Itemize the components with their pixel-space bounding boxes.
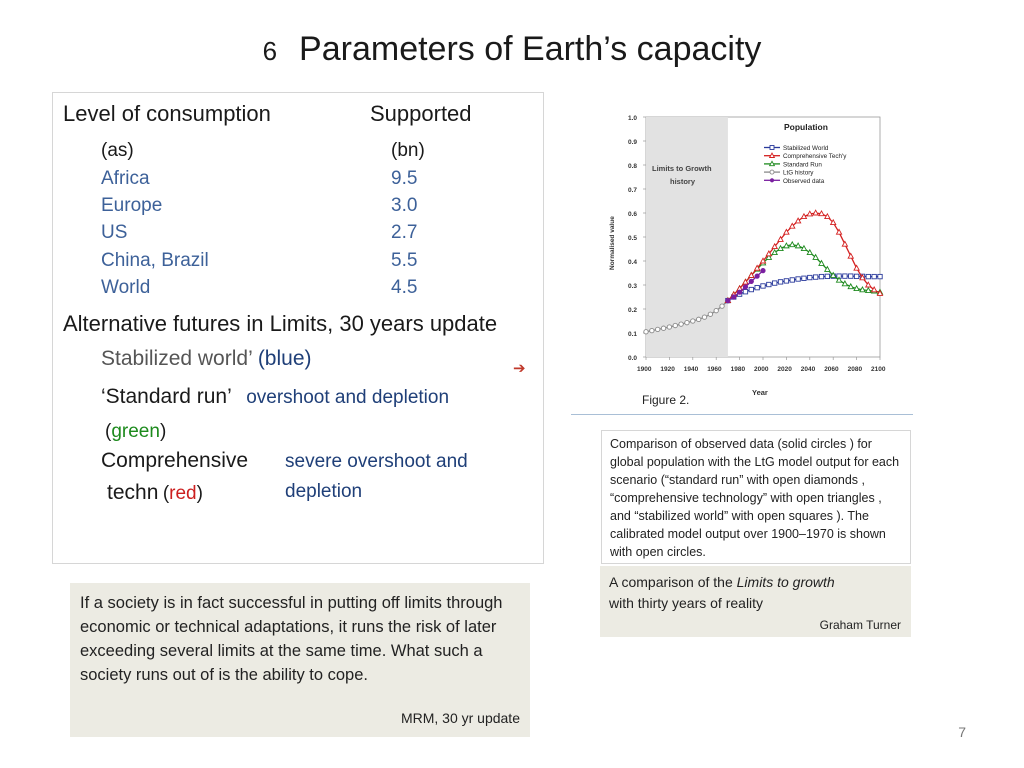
region-name: China, Brazil	[101, 250, 209, 271]
stabilized-label: Stabilized world’	[101, 347, 252, 370]
legend-marker	[770, 146, 774, 150]
slide-title	[0, 30, 1024, 69]
data-point	[790, 278, 794, 282]
arrow-right-icon: ➔	[513, 360, 526, 377]
standard-description: overshoot and depletion	[246, 387, 450, 408]
paren-open: (	[162, 483, 170, 504]
data-point	[872, 274, 876, 278]
legend-label: Standard Run	[783, 161, 822, 169]
stabilized-color-label: (blue)	[257, 347, 312, 370]
figure-label: Figure 2.	[642, 393, 690, 407]
consumption-text-box	[52, 92, 544, 564]
data-point	[644, 330, 648, 334]
y-tick-label: 0.0	[628, 355, 638, 362]
y-tick-label: 1.0	[628, 115, 638, 122]
data-point	[796, 277, 800, 281]
data-point	[866, 274, 870, 278]
data-point	[843, 274, 847, 278]
region-name: US	[101, 222, 128, 243]
legend-title: Population	[784, 122, 828, 132]
y-tick-label: 0.9	[628, 139, 638, 146]
history-band-label: history	[670, 177, 696, 186]
data-point	[778, 280, 782, 284]
col1-subheader: (as)	[101, 140, 134, 161]
data-point	[854, 274, 858, 278]
data-point	[743, 290, 747, 294]
comparison-suffix: with thirty years of reality	[609, 595, 764, 611]
data-point	[691, 319, 695, 323]
comprehensive-description-2: depletion	[285, 481, 363, 502]
region-value: 4.5	[391, 277, 418, 298]
data-point	[802, 276, 806, 280]
data-point	[708, 312, 712, 316]
col2-header: Supported	[370, 101, 472, 126]
y-tick-label: 0.3	[628, 283, 638, 290]
page-number: 7	[958, 724, 966, 740]
paren-close: )	[159, 421, 167, 442]
y-tick-label: 0.7	[628, 187, 638, 194]
comparison-title: Limits to growth	[736, 574, 835, 590]
data-point	[737, 290, 742, 295]
legend-label: Comprehensive Tech'y	[783, 153, 847, 161]
quote-box	[70, 583, 530, 737]
comparison-author: Graham Turner	[819, 618, 901, 632]
data-point	[656, 327, 660, 331]
data-point	[784, 279, 788, 283]
x-tick-label: 1920	[660, 366, 675, 373]
legend-marker	[770, 170, 774, 174]
data-point	[696, 317, 700, 321]
x-tick-label: 2040	[800, 366, 816, 373]
data-point	[878, 274, 882, 278]
data-point	[749, 279, 754, 284]
data-point	[673, 323, 677, 327]
y-tick-label: 0.1	[628, 331, 638, 338]
paren-close: )	[196, 483, 203, 504]
y-tick-label: 0.4	[628, 259, 638, 266]
techn-label: techn	[107, 481, 159, 504]
x-axis-label: Year	[752, 388, 768, 397]
y-axis-label: Normalised value	[609, 216, 616, 270]
data-point	[714, 308, 718, 312]
y-tick-label: 0.8	[628, 163, 638, 170]
y-tick-label: 0.2	[628, 307, 638, 314]
data-point	[667, 325, 671, 329]
x-tick-label: 2000	[754, 366, 769, 373]
data-point	[755, 285, 759, 289]
data-point	[767, 282, 771, 286]
data-point	[743, 285, 748, 290]
legend-label: Stabilized World	[783, 145, 829, 152]
comprehensive-description-1: severe overshoot and	[285, 451, 468, 472]
region-value: 3.0	[391, 195, 418, 216]
data-point	[749, 287, 753, 291]
figure-caption: Comparison of observed data (solid circles ) for global population with the LtG model output for each scenario (“standard run” with open diamonds , “comprehensive technology” with open triangles , and “stabilized world” with open squares ). The calibrated model output over 1900–1970 is shown with open circles.	[601, 430, 911, 564]
data-point	[761, 268, 766, 273]
region-name: Africa	[101, 168, 150, 189]
futures-heading: Alternative futures in Limits, 30 years update	[63, 311, 498, 336]
region-value: 5.5	[391, 250, 418, 271]
data-point	[679, 322, 683, 326]
slide-number-label: 6	[262, 36, 278, 66]
region-value: 9.5	[391, 168, 418, 189]
x-tick-label: 1900	[637, 366, 652, 373]
data-point	[825, 274, 829, 278]
x-tick-label: 1960	[707, 366, 722, 373]
population-figure	[598, 100, 890, 410]
data-point	[650, 328, 654, 332]
x-tick-label: 2060	[824, 366, 839, 373]
col1-header: Level of consumption	[63, 101, 271, 126]
quote-source: MRM, 30 yr update	[400, 710, 520, 726]
data-point	[819, 274, 823, 278]
comprehensive-label: Comprehensive	[101, 449, 249, 472]
comparison-box	[600, 566, 911, 637]
data-point	[813, 275, 817, 279]
legend-marker	[770, 178, 774, 182]
data-point	[755, 274, 760, 279]
paren-open: (	[105, 421, 112, 442]
x-tick-label: 2100	[871, 366, 886, 373]
green-color-word: green	[111, 421, 160, 442]
standard-line	[101, 385, 449, 409]
figure-divider	[571, 414, 913, 415]
techn-line	[107, 481, 203, 505]
data-point	[773, 281, 777, 285]
legend-label: Observed data	[783, 177, 825, 185]
region-name: World	[101, 277, 151, 298]
x-tick-label: 2020	[777, 366, 792, 373]
data-point	[726, 298, 731, 303]
green-label-line	[105, 421, 166, 443]
x-tick-label: 1940	[683, 366, 699, 373]
data-point	[702, 315, 706, 319]
data-point	[661, 326, 665, 330]
slide-title-text: Parameters of Earth’s capacity	[299, 30, 762, 68]
population-chart	[598, 100, 890, 410]
region-value: 2.7	[391, 222, 418, 243]
data-point	[761, 284, 765, 288]
red-color-word: red	[169, 483, 197, 504]
data-point	[720, 304, 724, 308]
standard-label: ‘Standard run’	[101, 385, 232, 408]
x-tick-label: 1980	[730, 366, 746, 373]
y-tick-label: 0.6	[628, 211, 638, 218]
data-point	[849, 274, 853, 278]
legend-label: LtG history	[783, 169, 814, 177]
comparison-prefix: A comparison of the	[609, 574, 737, 590]
y-tick-label: 0.5	[628, 235, 638, 242]
stabilized-line	[101, 347, 312, 371]
data-point	[808, 275, 812, 279]
col2-subheader: (bn)	[391, 140, 425, 161]
data-point	[685, 320, 689, 324]
data-point	[731, 295, 736, 300]
x-tick-label: 2080	[847, 366, 863, 373]
region-name: Europe	[101, 195, 163, 216]
history-band-label: Limits to Growth	[652, 164, 712, 173]
quote-text: If a society is in fact successful in putting off limits through economic or technical adaptations, it runs the risk of later exceeding several limits at the same time. What such a society runs out of is the ability to cope.	[80, 594, 503, 684]
